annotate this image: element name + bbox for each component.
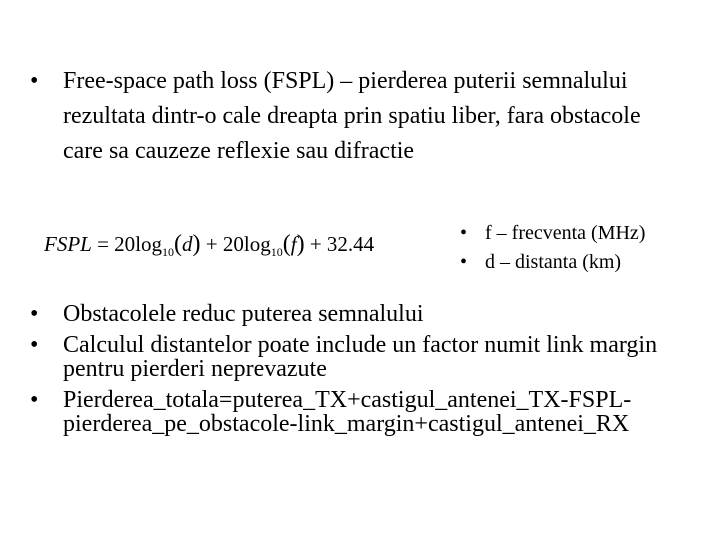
formula-log2: log [243,232,271,256]
bullet-icon: • [30,301,39,327]
formula-eq: = 20 [91,232,136,256]
bullet-icon: • [460,251,468,273]
definition-list [30,64,670,169]
formula-base2: 10 [270,245,283,259]
formula-lhs: FSPL [44,232,92,256]
legend-distance-text: d – distanta (km) [485,251,622,273]
bullet-icon: • [30,68,39,94]
list-item [30,333,690,382]
variable-legend-list [460,219,710,277]
list-item [30,302,690,327]
formula-var-d: d [182,232,193,256]
link-margin-text: Calculul distantelor poate include un factor numit link margin pentru pierderi neprevazute [63,331,658,382]
list-item [30,64,670,169]
list-item [30,388,690,437]
total-loss-text: Pierderea_totala=puterea_TX+castigul_antenei_TX-FSPL-pierderea_pe_obstacole-link_margin+castigul_antenei_RX [63,386,632,437]
list-item [460,219,710,248]
bullet-icon: • [30,386,39,413]
fspl-definition-text: Free-space path loss (FSPL) – pierderea puterii semnalului rezultata dintr-o cale dreapta prin spatiu liber, fara obstacole care sa cauzeze reflexie sau difractie [63,68,641,164]
formula-plus1: + 20 [200,232,244,256]
formula-const: + 32.44 [304,232,375,256]
list-item [460,248,710,277]
details-list [30,302,690,443]
bullet-icon: • [30,331,39,358]
bullet-icon: • [460,222,468,244]
fspl-formula: FSPL = $20\log_{10}(d) + 20\log_{10}(f) + 32.44$ [44,231,375,259]
formula-base1: 10 [162,245,175,259]
legend-frequency-text: f – frecventa (MHz) [485,222,646,244]
formula-log1: log [135,232,163,256]
obstacles-text: Obstacolele reduc puterea semnalului [63,301,424,327]
formula-var-f: f [290,232,297,256]
